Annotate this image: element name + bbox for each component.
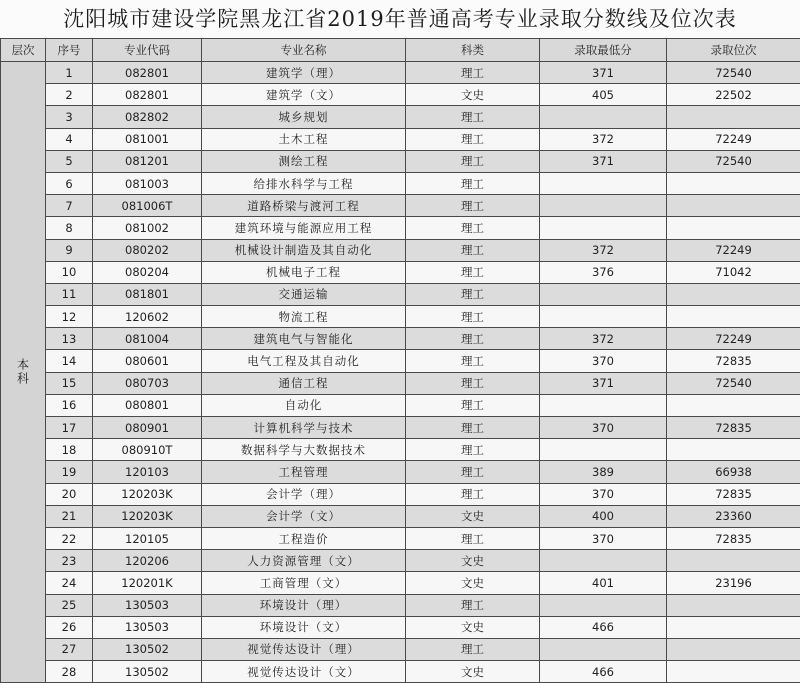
- header-row: [1, 39, 800, 62]
- category: 理工: [406, 394, 540, 416]
- major-name: 电气工程及其自动化: [202, 350, 406, 372]
- table-row: [1, 150, 800, 172]
- min-rank: [667, 217, 800, 239]
- table-row: [1, 616, 800, 638]
- category: 文史: [406, 84, 540, 106]
- major-name: 计算机科学与技术: [202, 417, 406, 439]
- major-name: 建筑环境与能源应用工程: [202, 217, 406, 239]
- table-row: [1, 372, 800, 394]
- major-name: 环境设计（文）: [202, 616, 406, 638]
- row-number: 5: [46, 150, 93, 172]
- min-rank: 72249: [667, 128, 800, 150]
- min-rank: 72540: [667, 372, 800, 394]
- min-rank: [667, 394, 800, 416]
- min-rank: 72249: [667, 328, 800, 350]
- min-score: 466: [540, 661, 667, 683]
- major-code: 120201K: [93, 572, 202, 594]
- min-score: [540, 306, 667, 328]
- category: 理工: [406, 283, 540, 305]
- category: 文史: [406, 572, 540, 594]
- major-name: 物流工程: [202, 306, 406, 328]
- table-row: [1, 394, 800, 416]
- header-min-score: 录取最低分: [540, 39, 667, 62]
- min-rank: [667, 283, 800, 305]
- admission-table: [0, 38, 800, 683]
- major-code: 080910T: [93, 439, 202, 461]
- major-name: 土木工程: [202, 128, 406, 150]
- min-score: [540, 106, 667, 128]
- row-number: 3: [46, 106, 93, 128]
- major-code: 081004: [93, 328, 202, 350]
- major-name: 机械电子工程: [202, 261, 406, 283]
- major-name: 机械设计制造及其自动化: [202, 239, 406, 261]
- category: 理工: [406, 439, 540, 461]
- min-rank: [667, 661, 800, 683]
- major-name: 交通运输: [202, 283, 406, 305]
- min-rank: 72540: [667, 150, 800, 172]
- category: 理工: [406, 350, 540, 372]
- level-cell: 本科: [1, 62, 46, 683]
- table-row: [1, 572, 800, 594]
- min-rank: [667, 638, 800, 660]
- header-no: 序号: [46, 39, 93, 62]
- table-row: [1, 283, 800, 305]
- header-rank: 录取位次: [667, 39, 800, 62]
- category: 理工: [406, 328, 540, 350]
- table-row: [1, 461, 800, 483]
- row-number: 21: [46, 505, 93, 527]
- table-row: [1, 638, 800, 660]
- category: 理工: [406, 106, 540, 128]
- major-code: 080202: [93, 239, 202, 261]
- category: 理工: [406, 195, 540, 217]
- major-name: 建筑电气与智能化: [202, 328, 406, 350]
- table-row: [1, 106, 800, 128]
- row-number: 22: [46, 527, 93, 549]
- major-name: 视觉传达设计（理）: [202, 638, 406, 660]
- category: 理工: [406, 527, 540, 549]
- major-name: 自动化: [202, 394, 406, 416]
- table-row: [1, 62, 800, 84]
- table-row: [1, 661, 800, 683]
- min-score: [540, 195, 667, 217]
- min-rank: 23360: [667, 505, 800, 527]
- table-row: [1, 483, 800, 505]
- min-rank: 72835: [667, 527, 800, 549]
- category: 理工: [406, 128, 540, 150]
- major-name: 视觉传达设计（文）: [202, 661, 406, 683]
- major-code: 080601: [93, 350, 202, 372]
- table-row: [1, 439, 800, 461]
- category: 理工: [406, 150, 540, 172]
- row-number: 19: [46, 461, 93, 483]
- row-number: 17: [46, 417, 93, 439]
- min-rank: [667, 550, 800, 572]
- row-number: 18: [46, 439, 93, 461]
- major-name: 建筑学（理）: [202, 62, 406, 84]
- major-code: 120105: [93, 527, 202, 549]
- category: 文史: [406, 550, 540, 572]
- row-number: 16: [46, 394, 93, 416]
- min-score: 370: [540, 483, 667, 505]
- row-number: 9: [46, 239, 93, 261]
- category: 文史: [406, 616, 540, 638]
- major-code: 082802: [93, 106, 202, 128]
- table-row: [1, 217, 800, 239]
- category: 理工: [406, 261, 540, 283]
- major-code: 130502: [93, 661, 202, 683]
- min-rank: 72540: [667, 62, 800, 84]
- min-rank: [667, 616, 800, 638]
- row-number: 25: [46, 594, 93, 616]
- min-rank: [667, 195, 800, 217]
- min-rank: 71042: [667, 261, 800, 283]
- min-rank: 66938: [667, 461, 800, 483]
- row-number: 28: [46, 661, 93, 683]
- min-score: 371: [540, 372, 667, 394]
- min-score: [540, 172, 667, 194]
- min-rank: 22502: [667, 84, 800, 106]
- table-row: [1, 505, 800, 527]
- table-row: [1, 306, 800, 328]
- min-score: 372: [540, 239, 667, 261]
- table-row: [1, 527, 800, 549]
- min-score: 370: [540, 350, 667, 372]
- major-name: 测绘工程: [202, 150, 406, 172]
- category: 文史: [406, 661, 540, 683]
- min-score: 401: [540, 572, 667, 594]
- category: 理工: [406, 461, 540, 483]
- major-code: 120203K: [93, 483, 202, 505]
- major-code: 130503: [93, 594, 202, 616]
- major-name: 工程管理: [202, 461, 406, 483]
- row-number: 14: [46, 350, 93, 372]
- min-rank: 72835: [667, 350, 800, 372]
- major-code: 120203K: [93, 505, 202, 527]
- min-rank: 23196: [667, 572, 800, 594]
- table-row: [1, 350, 800, 372]
- major-name: 给排水科学与工程: [202, 172, 406, 194]
- page-title: 沈阳城市建设学院黑龙江省2019年普通高考专业录取分数线及位次表: [0, 0, 800, 38]
- min-score: 370: [540, 527, 667, 549]
- min-rank: 72249: [667, 239, 800, 261]
- min-score: 376: [540, 261, 667, 283]
- category: 理工: [406, 217, 540, 239]
- category: 理工: [406, 417, 540, 439]
- min-score: 371: [540, 150, 667, 172]
- major-name: 工商管理（文）: [202, 572, 406, 594]
- header-level: 层次: [1, 39, 46, 62]
- major-name: 人力资源管理（文）: [202, 550, 406, 572]
- min-score: 400: [540, 505, 667, 527]
- min-score: 372: [540, 128, 667, 150]
- min-score: [540, 283, 667, 305]
- row-number: 4: [46, 128, 93, 150]
- row-number: 12: [46, 306, 93, 328]
- major-code: 082801: [93, 62, 202, 84]
- row-number: 15: [46, 372, 93, 394]
- major-code: 081002: [93, 217, 202, 239]
- table-row: [1, 550, 800, 572]
- major-code: 081001: [93, 128, 202, 150]
- row-number: 1: [46, 62, 93, 84]
- table-row: [1, 195, 800, 217]
- header-category: 科类: [406, 39, 540, 62]
- min-rank: [667, 306, 800, 328]
- major-code: 082801: [93, 84, 202, 106]
- major-code: 080703: [93, 372, 202, 394]
- min-rank: [667, 439, 800, 461]
- min-score: 389: [540, 461, 667, 483]
- header-name: 专业名称: [202, 39, 406, 62]
- major-code: 080204: [93, 261, 202, 283]
- min-score: 466: [540, 616, 667, 638]
- table-row: [1, 172, 800, 194]
- major-code: 080801: [93, 394, 202, 416]
- min-rank: [667, 172, 800, 194]
- major-name: 会计学（文）: [202, 505, 406, 527]
- table-row: [1, 328, 800, 350]
- major-name: 环境设计（理）: [202, 594, 406, 616]
- major-code: 130502: [93, 638, 202, 660]
- table-row: [1, 84, 800, 106]
- min-score: 371: [540, 62, 667, 84]
- major-name: 工程造价: [202, 527, 406, 549]
- min-score: [540, 394, 667, 416]
- table-row: [1, 128, 800, 150]
- row-number: 24: [46, 572, 93, 594]
- row-number: 27: [46, 638, 93, 660]
- major-name: 道路桥梁与渡河工程: [202, 195, 406, 217]
- major-code: 081006T: [93, 195, 202, 217]
- category: 文史: [406, 505, 540, 527]
- row-number: 7: [46, 195, 93, 217]
- major-name: 建筑学（文）: [202, 84, 406, 106]
- row-number: 10: [46, 261, 93, 283]
- major-code: 081003: [93, 172, 202, 194]
- min-score: [540, 217, 667, 239]
- min-rank: 72835: [667, 483, 800, 505]
- header-code: 专业代码: [93, 39, 202, 62]
- min-score: [540, 638, 667, 660]
- major-code: 081801: [93, 283, 202, 305]
- min-score: [540, 594, 667, 616]
- category: 理工: [406, 62, 540, 84]
- min-rank: [667, 594, 800, 616]
- major-code: 120602: [93, 306, 202, 328]
- min-score: 405: [540, 84, 667, 106]
- min-score: [540, 439, 667, 461]
- major-name: 数据科学与大数据技术: [202, 439, 406, 461]
- major-code: 120103: [93, 461, 202, 483]
- major-name: 城乡规划: [202, 106, 406, 128]
- min-rank: [667, 106, 800, 128]
- major-code: 080901: [93, 417, 202, 439]
- min-score: 370: [540, 417, 667, 439]
- category: 理工: [406, 594, 540, 616]
- row-number: 8: [46, 217, 93, 239]
- row-number: 11: [46, 283, 93, 305]
- major-code: 120206: [93, 550, 202, 572]
- category: 理工: [406, 372, 540, 394]
- min-score: [540, 550, 667, 572]
- row-number: 20: [46, 483, 93, 505]
- major-code: 130503: [93, 616, 202, 638]
- category: 理工: [406, 483, 540, 505]
- major-name: 会计学（理）: [202, 483, 406, 505]
- row-number: 23: [46, 550, 93, 572]
- category: 理工: [406, 172, 540, 194]
- row-number: 2: [46, 84, 93, 106]
- min-rank: 72835: [667, 417, 800, 439]
- table-row: [1, 594, 800, 616]
- category: 理工: [406, 239, 540, 261]
- table-row: [1, 239, 800, 261]
- category: 理工: [406, 306, 540, 328]
- row-number: 6: [46, 172, 93, 194]
- major-code: 081201: [93, 150, 202, 172]
- row-number: 26: [46, 616, 93, 638]
- row-number: 13: [46, 328, 93, 350]
- table-row: [1, 417, 800, 439]
- min-score: 372: [540, 328, 667, 350]
- category: 理工: [406, 638, 540, 660]
- table-row: [1, 261, 800, 283]
- major-name: 通信工程: [202, 372, 406, 394]
